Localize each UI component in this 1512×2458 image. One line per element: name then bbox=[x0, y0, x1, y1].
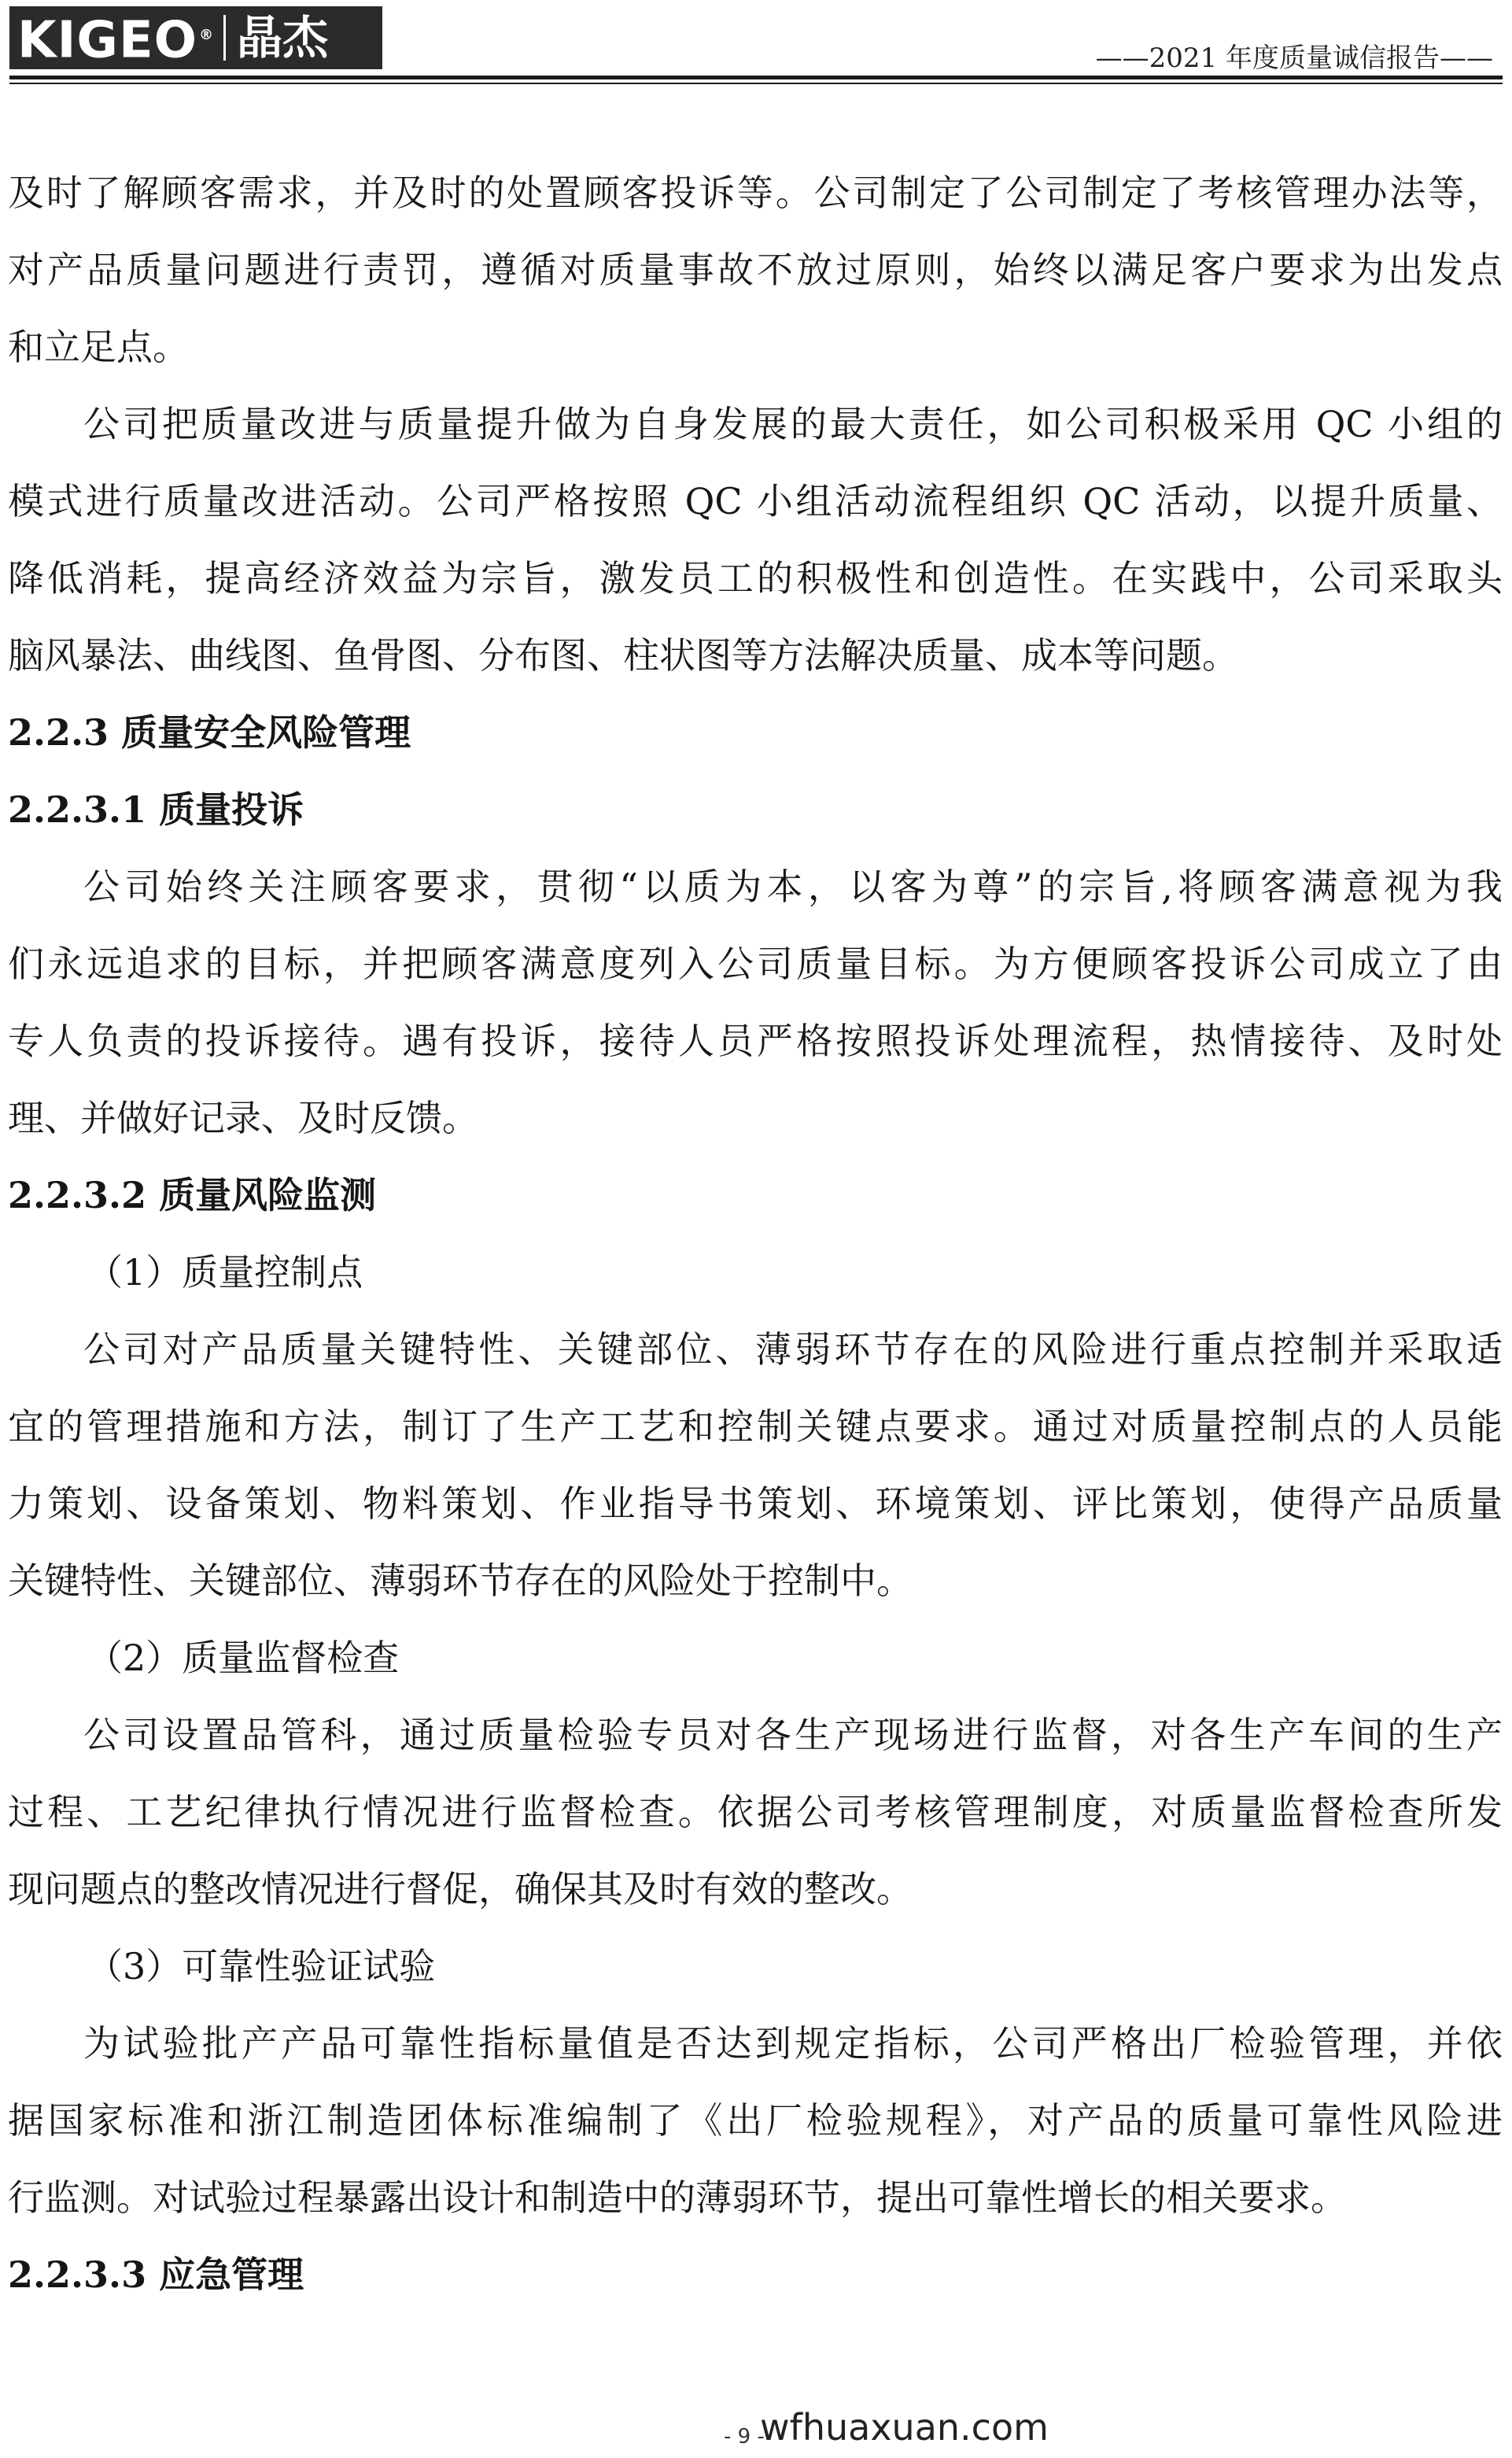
paragraph-line: 为试验批产产品可靠性指标量值是否达到规定指标，公司严格出厂检验管理，并依 bbox=[83, 2022, 1503, 2065]
paragraph-line: 关键特性、关键部位、薄弱环节存在的风险处于控制中。 bbox=[8, 1559, 913, 1602]
report-title: ——2021 年度质量诚信报告—— bbox=[1095, 42, 1493, 74]
document-body bbox=[8, 154, 1503, 2313]
paragraph-line: 专人负责的投诉接待。遇有投诉，接待人员严格按照投诉处理流程，热情接待、及时处 bbox=[8, 1020, 1503, 1062]
paragraph-line: 行监测。对试验过程暴露出设计和制造中的薄弱环节，提出可靠性增长的相关要求。 bbox=[8, 2176, 1347, 2219]
watermark: wfhuaxuan.com bbox=[760, 2406, 1049, 2449]
paragraph-line: 模式进行质量改进活动。公司严格按照 QC 小组活动流程组织 QC 活动，以提升质量、 bbox=[8, 480, 1503, 522]
subsection-label: （2）质量监督检查 bbox=[87, 1637, 400, 1679]
paragraph-line: 公司对产品质量关键特性、关键部位、薄弱环节存在的风险进行重点控制并采取适 bbox=[83, 1328, 1503, 1371]
logo-english: KIGEO ® bbox=[17, 11, 215, 70]
section-heading: 2.2.3.1 质量投诉 bbox=[8, 788, 304, 831]
page-number: - 9 - bbox=[724, 2425, 765, 2449]
page-header bbox=[0, 0, 1512, 88]
paragraph-line: 宜的管理措施和方法，制订了生产工艺和控制关键点要求。通过对质量控制点的人员能 bbox=[8, 1405, 1503, 1448]
paragraph-line: 公司始终关注顾客要求，贯彻“以质为本，以客为尊”的宗旨,将顾客满意视为我 bbox=[83, 865, 1503, 908]
paragraph-line: 和立足点。 bbox=[8, 326, 189, 368]
header-rule-thick bbox=[9, 76, 1503, 79]
subsection-label: （3）可靠性验证试验 bbox=[87, 1945, 436, 1987]
subsection-label: （1）质量控制点 bbox=[87, 1251, 363, 1294]
paragraph-line: 对产品质量问题进行责罚，遵循对质量事故不放过原则，始终以满足客户要求为出发点 bbox=[8, 249, 1503, 291]
logo-separator bbox=[223, 15, 226, 61]
paragraph-line: 降低消耗，提高经济效益为宗旨，激发员工的积极性和创造性。在实践中，公司采取头 bbox=[8, 557, 1503, 600]
paragraph-line: 现问题点的整改情况进行督促，确保其及时有效的整改。 bbox=[8, 1868, 913, 1910]
paragraph-line: 们永远追求的目标，并把顾客满意度列入公司质量目标。为方便顾客投诉公司成立了由 bbox=[8, 943, 1503, 985]
logo-chinese: 晶杰 bbox=[237, 11, 329, 65]
section-heading: 2.2.3.3 应急管理 bbox=[8, 2253, 304, 2296]
paragraph-line: 理、并做好记录、及时反馈。 bbox=[8, 1097, 478, 1139]
paragraph-line: 力策划、设备策划、物料策划、作业指导书策划、环境策划、评比策划，使得产品质量 bbox=[8, 1482, 1503, 1525]
company-logo bbox=[9, 6, 382, 69]
section-heading: 2.2.3.2 质量风险监测 bbox=[8, 1174, 377, 1216]
paragraph-line: 过程、工艺纪律执行情况进行监督检查。依据公司考核管理制度，对质量监督检查所发 bbox=[8, 1791, 1503, 1833]
paragraph-line: 公司把质量改进与质量提升做为自身发展的最大责任，如公司积极采用 QC 小组的 bbox=[83, 403, 1503, 445]
paragraph-line: 脑风暴法、曲线图、鱼骨图、分布图、柱状图等方法解决质量、成本等问题。 bbox=[8, 634, 1238, 677]
paragraph-line: 据国家标准和浙江制造团体标准编制了《出厂检验规程》，对产品的质量可靠性风险进 bbox=[8, 2099, 1503, 2142]
header-rule-thin bbox=[9, 83, 1503, 84]
paragraph-line: 及时了解顾客需求，并及时的处置顾客投诉等。公司制定了公司制定了考核管理办法等， bbox=[8, 172, 1503, 214]
paragraph-line: 公司设置品管科，通过质量检验专员对各生产现场进行监督，对各生产车间的生产 bbox=[83, 1714, 1503, 1756]
section-heading: 2.2.3 质量安全风险管理 bbox=[8, 711, 411, 754]
